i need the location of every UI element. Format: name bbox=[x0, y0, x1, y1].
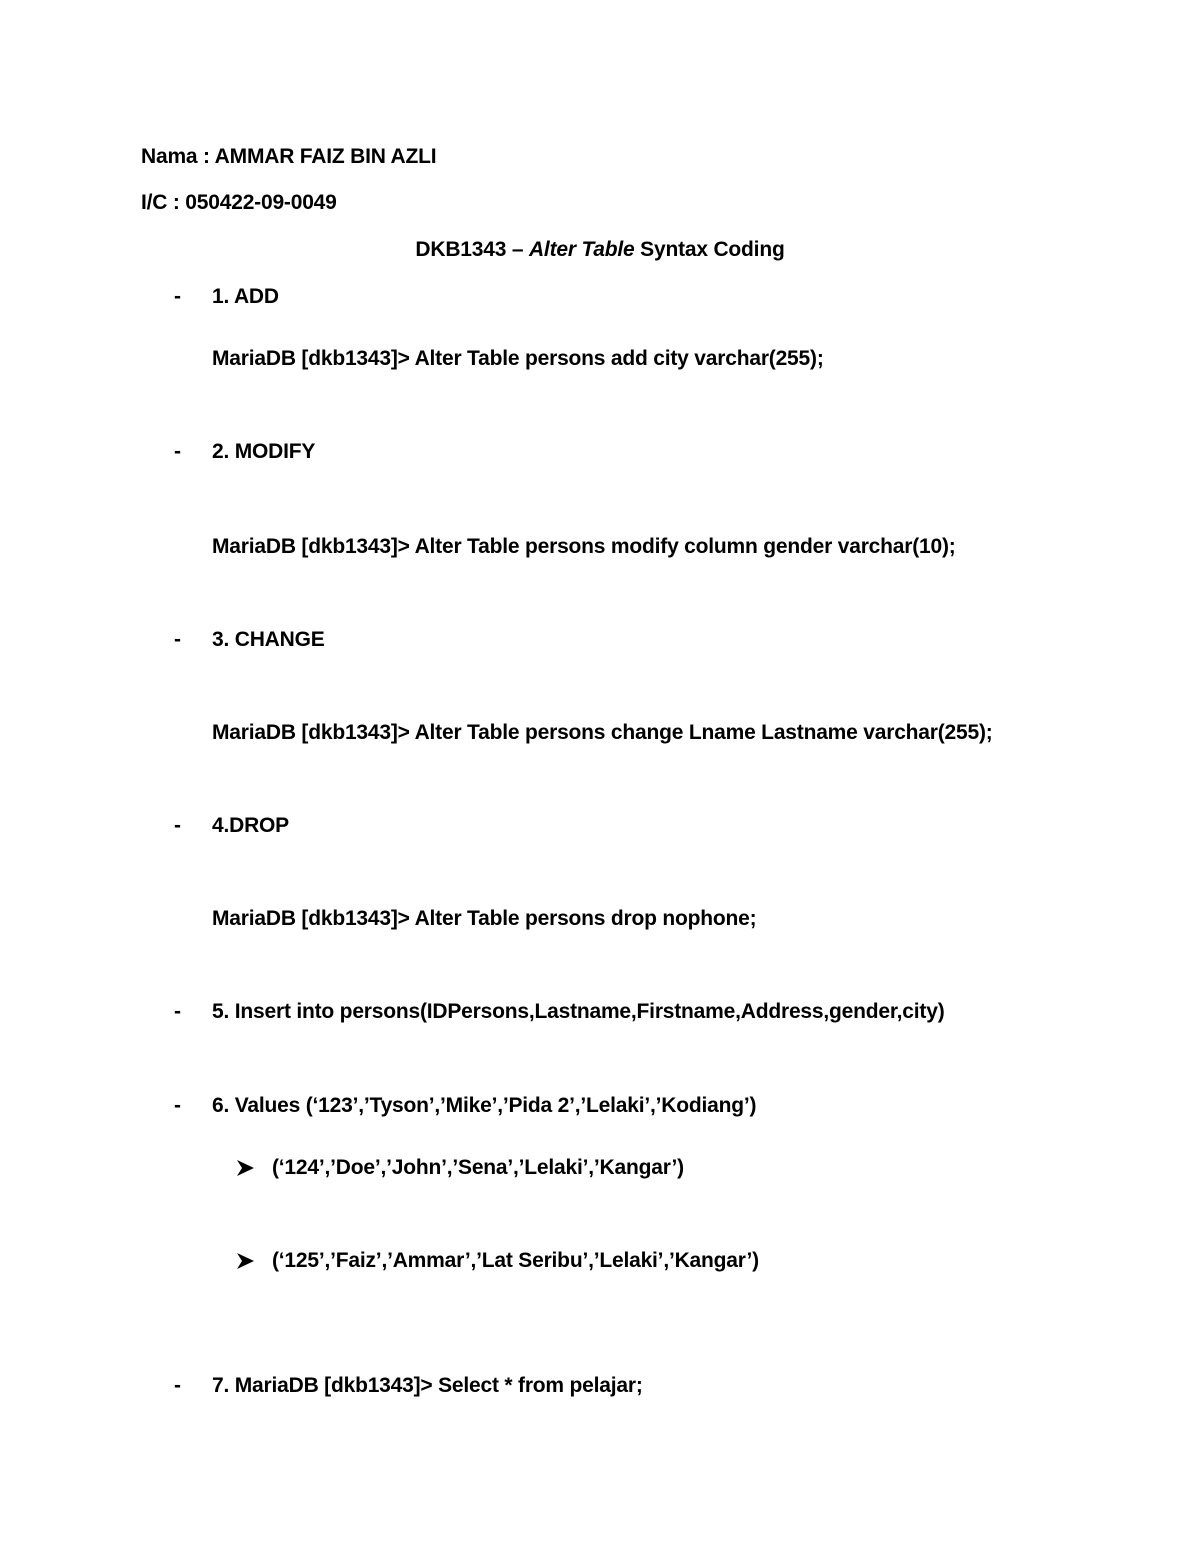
title-italic: Alter Table bbox=[528, 238, 635, 261]
bullet-dash: - bbox=[174, 628, 181, 651]
code-line-add: MariaDB [dkb1343]> Alter Table persons add city varchar(255); bbox=[212, 347, 824, 370]
item-heading-insert: 5. Insert into persons(IDPersons,Lastname,Firstname,Address,gender,city) bbox=[212, 1000, 945, 1023]
bullet-dash: - bbox=[174, 1374, 181, 1397]
title-prefix: DKB1343 – bbox=[415, 238, 529, 261]
student-ic: I/C : 050422-09-0049 bbox=[141, 191, 337, 214]
bullet-dash: - bbox=[174, 1000, 181, 1023]
arrow-bullet-icon bbox=[236, 1156, 256, 1180]
item-heading-values: 6. Values (‘123’,’Tyson’,’Mike’,’Pida 2’,’Lelaki’,’Kodiang’) bbox=[212, 1094, 757, 1117]
student-name: Nama : AMMAR FAIZ BIN AZLI bbox=[141, 145, 437, 168]
page-title bbox=[0, 238, 1200, 262]
item-heading-modify: 2. MODIFY bbox=[212, 440, 316, 463]
item-heading-change: 3. CHANGE bbox=[212, 628, 325, 651]
code-line-drop: MariaDB [dkb1343]> Alter Table persons drop nophone; bbox=[212, 907, 757, 930]
item-heading-add: 1. ADD bbox=[212, 285, 279, 308]
code-line-modify: MariaDB [dkb1343]> Alter Table persons modify column gender varchar(10); bbox=[212, 535, 956, 558]
bullet-dash: - bbox=[174, 814, 181, 837]
values-row-125: (‘125’,’Faiz’,’Ammar’,’Lat Seribu’,’Lelaki’,’Kangar’) bbox=[272, 1249, 759, 1272]
code-line-change: MariaDB [dkb1343]> Alter Table persons change Lname Lastname varchar(255); bbox=[212, 721, 993, 744]
bullet-dash: - bbox=[174, 440, 181, 463]
item-heading-select: 7. MariaDB [dkb1343]> Select * from pelajar; bbox=[212, 1374, 643, 1397]
title-suffix: Syntax Coding bbox=[634, 238, 785, 261]
values-row-124: (‘124’,’Doe’,’John’,’Sena’,’Lelaki’,’Kangar’) bbox=[272, 1156, 684, 1179]
arrow-bullet-icon bbox=[236, 1249, 256, 1273]
bullet-dash: - bbox=[174, 1094, 181, 1117]
bullet-dash: - bbox=[174, 285, 181, 308]
item-heading-drop: 4.DROP bbox=[212, 814, 289, 837]
